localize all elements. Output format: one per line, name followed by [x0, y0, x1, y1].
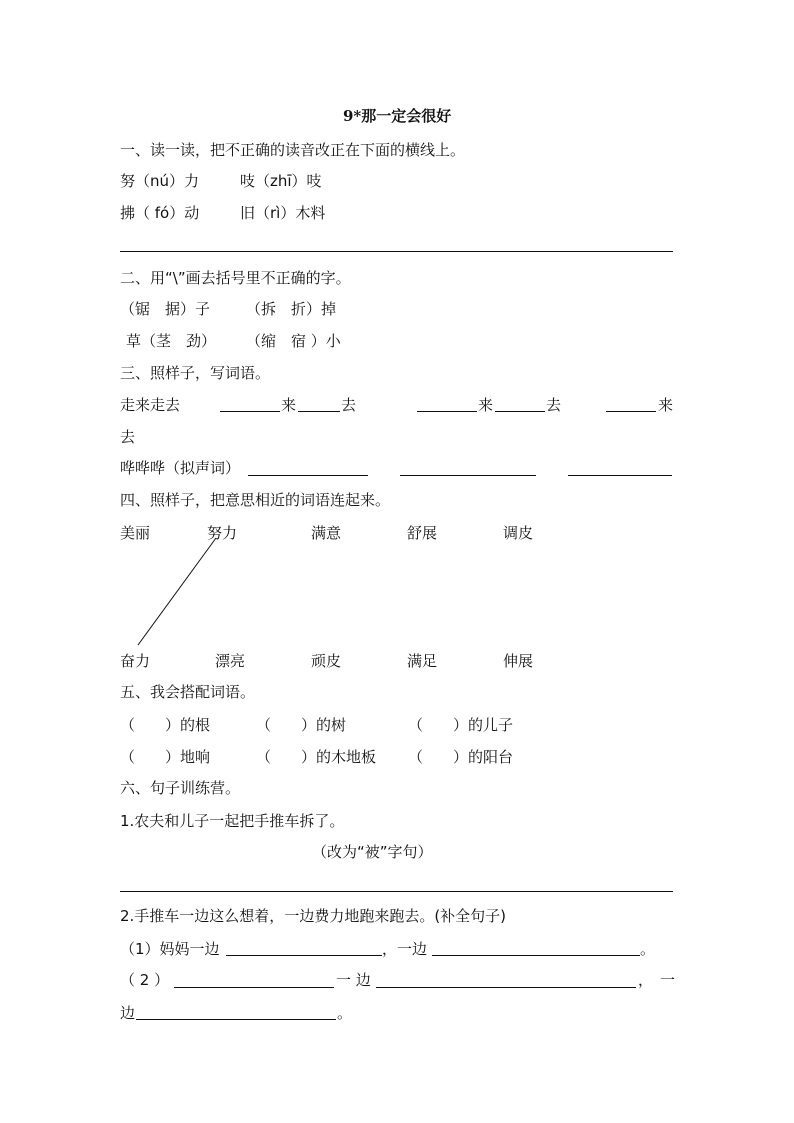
s2-item: （缩 宿 ）小	[246, 332, 341, 350]
section-3-heading: 三、照样子，写词语。	[120, 364, 271, 382]
s3-example: 走来走去	[120, 396, 181, 414]
s6-question-1-hint: （改为“被”字句）	[312, 843, 433, 861]
s5-item[interactable]: （ ）的木地板	[256, 748, 377, 766]
s4-bottom-word[interactable]: 漂亮	[215, 652, 246, 670]
s6-q2-1-prefix: （1）妈妈一边	[120, 940, 220, 958]
s3-lai: 来	[281, 396, 297, 414]
s6-q2-1-mid: ，一边	[382, 940, 428, 958]
s6-q2-2-comma: ，	[638, 971, 654, 989]
s6-question-2: 2.手推车一边这么想着，一边费力地跑来跑去。(补全句子)	[120, 907, 507, 925]
s6-blank[interactable]	[136, 1019, 336, 1020]
s4-bottom-word[interactable]: 奋力	[120, 652, 151, 670]
s4-bottom-word[interactable]: 伸展	[503, 652, 534, 670]
s6-q2-2-end: 。	[337, 1004, 353, 1022]
s1-item: 拂（ fó）动	[120, 204, 200, 222]
s3-example: 哗哗哗（拟声词）	[120, 459, 241, 477]
s3-qu: 去	[341, 396, 357, 414]
s1-item: 努（nú）力	[120, 172, 200, 190]
s6-q2-2-tail: 一	[660, 971, 676, 989]
s4-top-word[interactable]: 美丽	[120, 524, 151, 542]
s5-item[interactable]: （ ）的树	[256, 716, 347, 734]
s4-top-word[interactable]: 舒展	[407, 524, 438, 542]
page-title: 9*那一定会很好	[343, 107, 452, 125]
s6-blank[interactable]	[376, 987, 636, 988]
s2-item: （拆 折）掉	[246, 300, 337, 318]
s4-bottom-word[interactable]: 满足	[407, 652, 438, 670]
s6-blank[interactable]	[174, 987, 334, 988]
s6-q2-2-next: 边	[120, 1004, 136, 1022]
s4-top-word[interactable]: 调皮	[503, 524, 534, 542]
s4-bottom-word[interactable]: 顽皮	[311, 652, 342, 670]
s3-qu: 去	[120, 428, 136, 446]
s5-item[interactable]: （ ）地响	[120, 748, 211, 766]
s3-qu: 去	[546, 396, 562, 414]
s6-q2-2-mid: 一 边	[336, 971, 371, 989]
s5-item[interactable]: （ ）的阳台	[408, 748, 514, 766]
s6-blank[interactable]	[226, 955, 382, 956]
s6-q2-2-prefix: （ 2 ）	[120, 971, 170, 989]
s4-top-word[interactable]: 努力	[207, 524, 238, 542]
section-5-heading: 五、我会搭配词语。	[120, 683, 256, 701]
s4-top-word[interactable]: 满意	[311, 524, 342, 542]
section-2-heading: 二、用“\”画去括号里不正确的字。	[120, 269, 351, 287]
example-connector-line	[138, 538, 216, 645]
s1-item: 吱（zhī）吱	[240, 172, 322, 190]
s6-question-1: 1.农夫和儿子一起把手推车拆了。	[120, 812, 345, 830]
section-1-heading: 一、读一读，把不正确的读音改正在下面的横线上。	[120, 141, 466, 159]
s2-item: （锯 据）子	[120, 300, 211, 318]
s2-item: 草（茎 劲）	[126, 332, 217, 350]
s6-q2-1-end: 。	[640, 940, 656, 958]
s5-item[interactable]: （ ）的根	[120, 716, 211, 734]
s3-lai: 来	[478, 396, 494, 414]
section-4-heading: 四、照样子，把意思相近的词语连起来。	[120, 491, 391, 509]
section-6-heading: 六、句子训练营。	[120, 779, 241, 797]
s1-item: 旧（rì）木料	[240, 204, 326, 222]
s6-blank[interactable]	[432, 955, 640, 956]
s5-item[interactable]: （ ）的儿子	[408, 716, 514, 734]
s3-lai: 来	[658, 396, 674, 414]
answer-line[interactable]	[120, 891, 673, 892]
